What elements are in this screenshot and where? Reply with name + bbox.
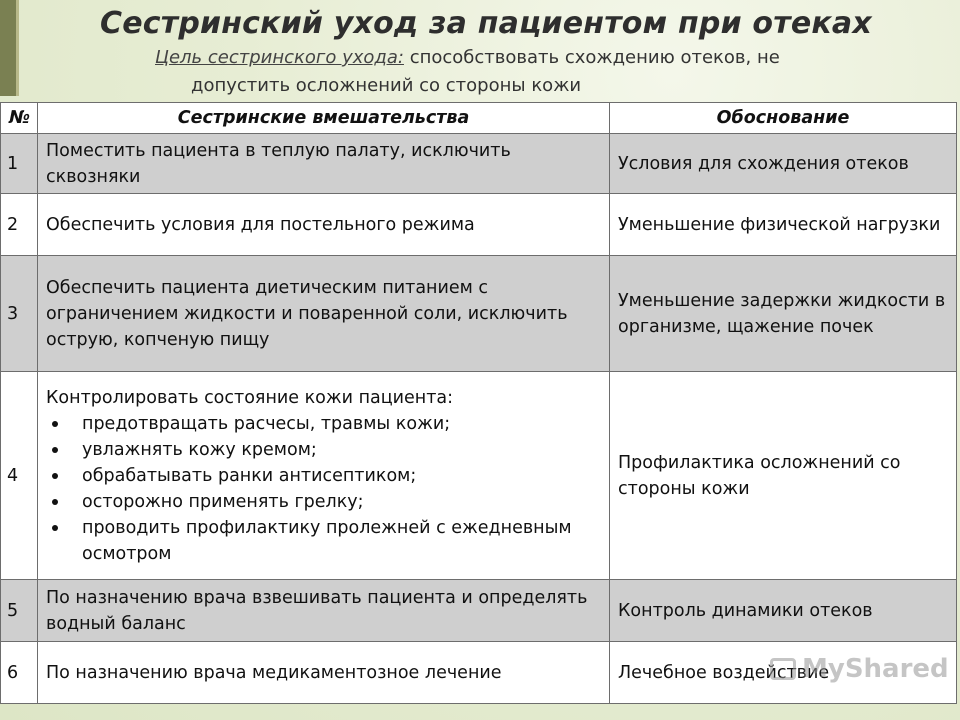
row-intervention: По назначению врача взвешивать пациента и определять водный баланс <box>38 580 610 642</box>
column-header-rationale: Обоснование <box>610 103 957 134</box>
row-rationale: Профилактика осложнений со стороны кожи <box>610 372 957 580</box>
table-header-row <box>1 103 957 134</box>
intervention-bullets <box>46 411 601 567</box>
row-intervention <box>38 372 610 580</box>
monitor-icon <box>770 658 796 680</box>
row-rationale: Лечебное воздействие <box>610 642 957 704</box>
care-goal <box>155 44 955 100</box>
row-rationale: Уменьшение физической нагрузки <box>610 194 957 256</box>
row-intervention: Поместить пациента в теплую палату, исключить сквозняки <box>38 134 610 194</box>
row-rationale: Условия для схождения отеков <box>610 134 957 194</box>
table-row <box>1 372 957 580</box>
column-header-interventions: Сестринские вмешательства <box>38 103 610 134</box>
row-rationale: Уменьшение задержки жидкости в организме, щажение почек <box>610 256 957 372</box>
slide-title: Сестринский уход за пациентом при отеках <box>100 6 872 41</box>
column-header-number: № <box>1 103 38 134</box>
goal-text-2: допустить осложнений со стороны кожи <box>191 75 582 96</box>
table-row <box>1 256 957 372</box>
bullet-item: увлажнять кожу кремом; <box>46 437 601 463</box>
bullet-item: обрабатывать ранки антисептиком; <box>46 463 601 489</box>
bullet-item: проводить профилактику пролежней с ежедневным осмотром <box>46 515 601 567</box>
table-row <box>1 580 957 642</box>
row-intervention: Обеспечить условия для постельного режима <box>38 194 610 256</box>
row-intervention: По назначению врача медикаментозное лечение <box>38 642 610 704</box>
row-number: 3 <box>1 256 38 372</box>
care-table <box>0 102 957 704</box>
bullet-item: осторожно применять грелку; <box>46 489 601 515</box>
row-intervention: Обеспечить пациента диетическим питанием с ограничением жидкости и поваренной соли, исключить острую, копченую пищу <box>38 256 610 372</box>
bullet-item: предотвращать расчесы, травмы кожи; <box>46 411 601 437</box>
side-accent-stripe <box>16 0 19 96</box>
row-number: 2 <box>1 194 38 256</box>
side-accent-bar <box>0 0 16 96</box>
row-number: 1 <box>1 134 38 194</box>
row-number: 4 <box>1 372 38 580</box>
intervention-intro: Контролировать состояние кожи пациента: <box>46 387 454 408</box>
watermark <box>770 654 949 684</box>
row-number: 5 <box>1 580 38 642</box>
goal-label: Цель сестринского ухода: <box>155 47 404 68</box>
table-row <box>1 134 957 194</box>
row-rationale: Контроль динамики отеков <box>610 580 957 642</box>
watermark-text: MyShared <box>802 654 949 684</box>
goal-text-1: способствовать схождению отеков, не <box>403 47 780 68</box>
table-row <box>1 194 957 256</box>
row-number: 6 <box>1 642 38 704</box>
